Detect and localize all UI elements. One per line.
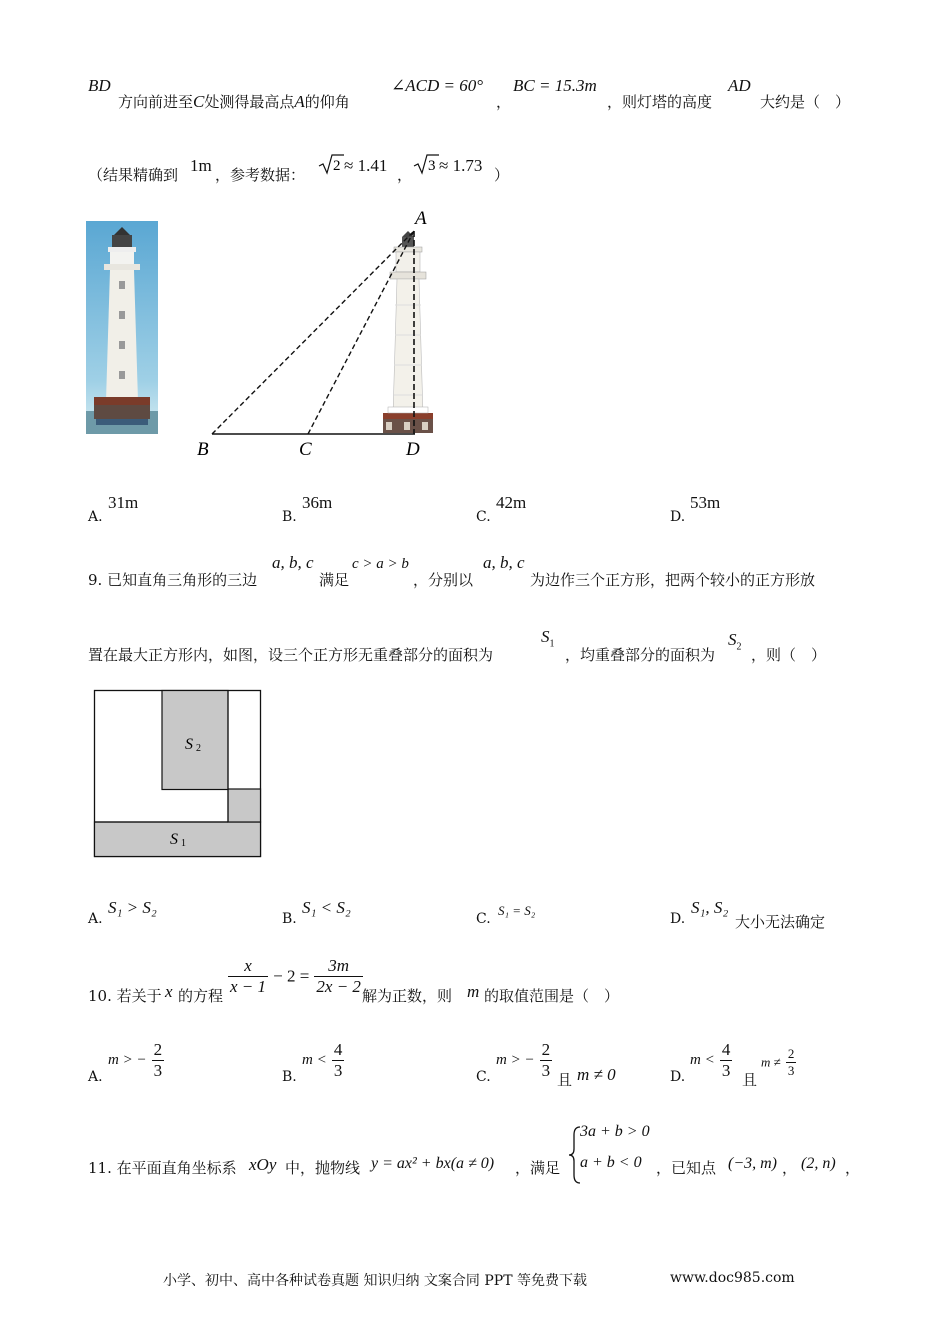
q10-option-d-letter: D. bbox=[670, 1069, 686, 1085]
q9-option-d-value: S₁, S₂ bbox=[691, 898, 729, 917]
label-s1: S bbox=[170, 831, 178, 848]
q9-s1-sub: 1 bbox=[549, 638, 555, 650]
q9-option-d-letter: D. bbox=[670, 911, 686, 927]
q8-figure-svg bbox=[190, 205, 460, 460]
q9-option-c-letter: C. bbox=[476, 911, 491, 927]
q9-option-b-value: S₁ < S₂ bbox=[302, 898, 351, 917]
q10-m: m bbox=[467, 982, 480, 1001]
q8-comma2: ， bbox=[397, 166, 413, 184]
q9-line2-tail: ，则（ ） bbox=[751, 646, 827, 664]
q8-text: 处测得最高点 bbox=[204, 93, 295, 111]
q8-ref: ，参考数据： bbox=[215, 166, 306, 184]
q11-comma2: ， bbox=[845, 1159, 861, 1177]
q8-comma: ， bbox=[496, 93, 512, 111]
q8-option-d-letter: D. bbox=[670, 509, 686, 525]
q10-mid: 解为正数，则 bbox=[362, 987, 453, 1005]
q11-sys1: 3a + b > 0 bbox=[580, 1123, 650, 1140]
q10-option-a-value bbox=[108, 1040, 164, 1081]
q8-text-tail: 大约是（ ） bbox=[760, 93, 851, 111]
label-b: B bbox=[197, 439, 209, 460]
q9-option-b-letter: B. bbox=[282, 911, 297, 927]
label-a: A bbox=[415, 208, 427, 229]
q8-option-a-value: 31m bbox=[108, 493, 139, 512]
label-s2-sub: 2 bbox=[196, 743, 201, 754]
q8-angle bbox=[391, 76, 483, 96]
q10-tail: 的取值范围是（ ） bbox=[484, 987, 620, 1005]
footer-url[interactable]: www.doc985.com bbox=[670, 1270, 795, 1286]
q9-line1-tail: 为边作三个正方形，把两个较小的正方形放 bbox=[530, 571, 816, 589]
sqrt-icon bbox=[318, 153, 344, 175]
q10-d-extra-num: 2 bbox=[787, 1046, 795, 1061]
q9-satisfy: 满足 bbox=[319, 571, 350, 589]
q10-a-pre: m > − bbox=[108, 1052, 147, 1068]
q8-c: C bbox=[193, 92, 205, 111]
q8-text: 方向前进至 bbox=[118, 93, 194, 111]
q8-option-b-letter: B. bbox=[282, 509, 297, 525]
q8-line2-start: （结果精确到 bbox=[88, 166, 179, 184]
q9-figure-svg bbox=[93, 689, 263, 861]
q9-s2-sub: 2 bbox=[736, 641, 742, 653]
q8-text-height: ，则灯塔的高度 bbox=[607, 93, 713, 111]
q9-cond: c > a > b bbox=[352, 556, 409, 572]
q11-comma: ， bbox=[782, 1159, 798, 1177]
q11-p2: (2, n) bbox=[801, 1155, 836, 1172]
q10-frac1-num: x bbox=[244, 956, 252, 975]
q10-a-den: 3 bbox=[153, 1061, 163, 1080]
q10-option-b-value bbox=[302, 1040, 344, 1081]
q10-option-a-letter: A. bbox=[88, 1069, 103, 1085]
q10-d-frac bbox=[720, 1040, 733, 1081]
q8-sqrt2 bbox=[318, 153, 387, 176]
q8-option-d-value: 53m bbox=[690, 493, 721, 512]
q10-a-num: 2 bbox=[153, 1040, 163, 1059]
q11-xoy: xOy bbox=[249, 1155, 277, 1174]
q10-frac2-den: 2x − 2 bbox=[316, 977, 361, 996]
label-s2: S bbox=[185, 736, 193, 753]
q10-option-c-value bbox=[496, 1040, 552, 1081]
q10-d-den: 3 bbox=[721, 1061, 731, 1080]
q10-start: 10. 若关于 bbox=[88, 987, 162, 1005]
svg-text:2: 2 bbox=[333, 158, 341, 174]
label-d: D bbox=[406, 439, 420, 460]
q11-known: ，已知点 bbox=[656, 1159, 717, 1177]
q10-c-frac bbox=[540, 1040, 553, 1081]
q8-figure bbox=[190, 205, 460, 460]
sqrt-icon bbox=[413, 153, 439, 175]
q11-p1: (−3, m) bbox=[728, 1155, 778, 1172]
q8-sqrt3 bbox=[413, 153, 482, 176]
q8-bc: BC = 15.3m bbox=[513, 76, 597, 95]
q8-a: A bbox=[294, 92, 305, 111]
q9-option-d-suffix: 大小无法确定 bbox=[735, 913, 826, 931]
q10-c-num: 2 bbox=[541, 1040, 551, 1059]
q9-option-a-letter: A. bbox=[88, 911, 103, 927]
q10-c-pre: m > − bbox=[496, 1052, 535, 1068]
q11-parabola: y = ax² + bx(a ≠ 0) bbox=[371, 1155, 495, 1172]
q8-option-b-value: 36m bbox=[302, 493, 333, 512]
q8-line1-text bbox=[118, 91, 350, 112]
q8-unit: 1m bbox=[190, 156, 212, 175]
q10-option-c-letter: C. bbox=[476, 1069, 491, 1085]
label-s1-sub: 1 bbox=[181, 838, 186, 849]
q10-b-den: 3 bbox=[333, 1061, 343, 1080]
q9-line1-start: 9. 已知直角三角形的三边 bbox=[88, 571, 258, 589]
lighthouse-drawing bbox=[383, 231, 433, 433]
q10-d-extra-den: 3 bbox=[787, 1063, 795, 1078]
q10-b-pre: m < bbox=[302, 1052, 327, 1068]
q10-a-frac bbox=[152, 1040, 165, 1081]
q10-c-den: 3 bbox=[541, 1061, 551, 1080]
q10-d-and: 且 bbox=[742, 1071, 758, 1089]
q10-d-extra-pre: m ≠ bbox=[761, 1054, 781, 1070]
q8-close: ） bbox=[494, 166, 510, 184]
q9-option-a-value: S₁ > S₂ bbox=[108, 898, 157, 917]
q8-text: 的仰角 bbox=[304, 93, 350, 111]
q10-frac1 bbox=[228, 956, 268, 997]
q10-c-and: 且 bbox=[557, 1071, 573, 1089]
q9-option-c-value: S₁ = S₂ bbox=[498, 903, 536, 918]
lighthouse-photo-image bbox=[86, 221, 158, 434]
q9-s2 bbox=[728, 630, 742, 652]
q8-sqrt2-val: ≈ 1.41 bbox=[344, 156, 388, 175]
q8-sqrt3-val: ≈ 1.73 bbox=[439, 156, 483, 175]
q11-mid: 中，抛物线 bbox=[285, 1159, 361, 1177]
q10-b-num: 4 bbox=[333, 1040, 343, 1059]
q10-frac2-num: 3m bbox=[328, 956, 350, 975]
q10-frac2 bbox=[314, 956, 363, 997]
q8-option-c-value: 42m bbox=[496, 493, 527, 512]
q10-b-frac bbox=[332, 1040, 345, 1081]
label-c: C bbox=[299, 439, 312, 460]
q9-abc1: a, b, c bbox=[272, 553, 314, 572]
svg-text:3: 3 bbox=[428, 158, 436, 174]
q10-d-num: 4 bbox=[721, 1040, 731, 1059]
q10-c-extra: m ≠ 0 bbox=[577, 1065, 616, 1084]
q9-abc2: a, b, c bbox=[483, 553, 525, 572]
q9-respect: ，分别以 bbox=[413, 571, 474, 589]
q8-line1 bbox=[88, 76, 111, 96]
q9-line2-start: 置在最大正方形内，如图，设三个正方形无重叠部分的面积为 bbox=[88, 646, 494, 664]
q10-option-d-value bbox=[690, 1040, 732, 1081]
q9-s2-letter: S bbox=[728, 630, 737, 649]
q8-angle-text: ∠ACD = 60° bbox=[391, 76, 484, 95]
q11-sys2: a + b < 0 bbox=[580, 1154, 642, 1171]
q10-option-b-letter: B. bbox=[282, 1069, 297, 1085]
q8-option-c-letter: C. bbox=[476, 509, 491, 525]
q9-s1 bbox=[541, 627, 555, 649]
lighthouse-photo bbox=[86, 221, 158, 434]
q10-d-extra-frac bbox=[786, 1046, 797, 1079]
q9-figure bbox=[93, 689, 263, 861]
q8-bd: BD bbox=[88, 76, 111, 95]
q11-satisfy: ，满足 bbox=[515, 1159, 561, 1177]
q8-ad: AD bbox=[728, 76, 751, 95]
q11-start: 11. 在平面直角坐标系 bbox=[88, 1159, 237, 1177]
q10-equation bbox=[228, 956, 363, 997]
q10-d-extra bbox=[761, 1046, 796, 1079]
q9-s1-letter: S bbox=[541, 627, 550, 646]
q10-minus: − 2 = bbox=[273, 966, 310, 986]
q9-line2-mid: ，均重叠部分的面积为 bbox=[565, 646, 716, 664]
q10-x: x bbox=[165, 982, 173, 1001]
q8-option-a-letter: A. bbox=[88, 509, 103, 525]
q10-d-pre: m < bbox=[690, 1052, 715, 1068]
q10-frac1-den: x − 1 bbox=[230, 977, 267, 996]
q10-eq-label: 的方程 bbox=[178, 987, 224, 1005]
footer-text: 小学、初中、高中各种试卷真题 知识归纳 文案合同 PPT 等免费下载 bbox=[163, 1273, 587, 1289]
